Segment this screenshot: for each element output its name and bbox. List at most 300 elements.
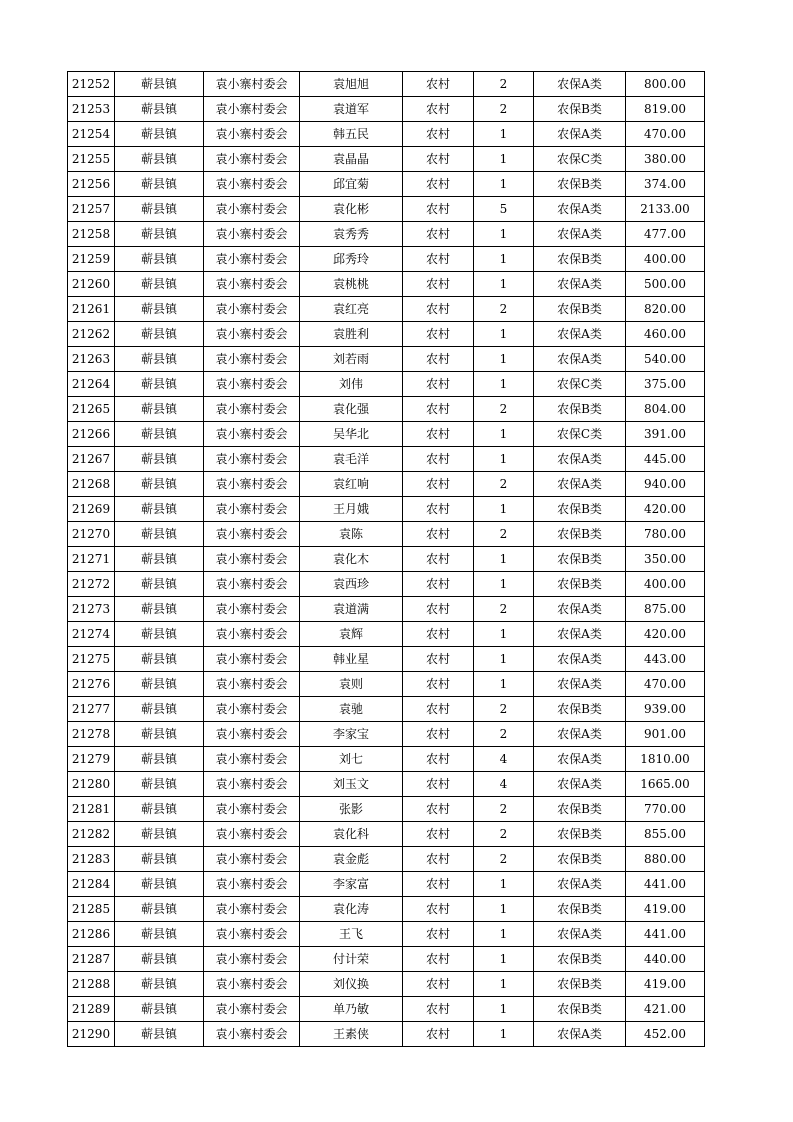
person-name-cell: 袁西珍 (300, 572, 403, 597)
table-row (68, 122, 705, 147)
household-count-cell: 2 (474, 822, 534, 847)
household-count-cell: 2 (474, 297, 534, 322)
town-cell: 蕲县镇 (115, 747, 204, 772)
village-committee-cell: 袁小寨村委会 (204, 622, 300, 647)
area-type-cell: 农村 (403, 522, 474, 547)
person-name-cell: 袁化涛 (300, 897, 403, 922)
person-name-cell: 王月娥 (300, 497, 403, 522)
table-row (68, 72, 705, 97)
row-id-cell: 21277 (68, 697, 115, 722)
row-id-cell: 21261 (68, 297, 115, 322)
household-count-cell: 2 (474, 697, 534, 722)
amount-cell: 441.00 (626, 922, 705, 947)
village-committee-cell: 袁小寨村委会 (204, 822, 300, 847)
area-type-cell: 农村 (403, 847, 474, 872)
insurance-category-cell: 农保A类 (534, 72, 626, 97)
table-row (68, 997, 705, 1022)
row-id-cell: 21252 (68, 72, 115, 97)
village-committee-cell: 袁小寨村委会 (204, 497, 300, 522)
row-id-cell: 21279 (68, 747, 115, 772)
amount-cell: 770.00 (626, 797, 705, 822)
person-name-cell: 袁辉 (300, 622, 403, 647)
village-committee-cell: 袁小寨村委会 (204, 572, 300, 597)
amount-cell: 940.00 (626, 472, 705, 497)
town-cell: 蕲县镇 (115, 447, 204, 472)
row-id-cell: 21284 (68, 872, 115, 897)
area-type-cell: 农村 (403, 772, 474, 797)
table-row (68, 347, 705, 372)
village-committee-cell: 袁小寨村委会 (204, 997, 300, 1022)
village-committee-cell: 袁小寨村委会 (204, 872, 300, 897)
table-row (68, 97, 705, 122)
area-type-cell: 农村 (403, 622, 474, 647)
row-id-cell: 21263 (68, 347, 115, 372)
household-count-cell: 1 (474, 222, 534, 247)
row-id-cell: 21280 (68, 772, 115, 797)
insurance-category-cell: 农保A类 (534, 347, 626, 372)
area-type-cell: 农村 (403, 747, 474, 772)
town-cell: 蕲县镇 (115, 197, 204, 222)
town-cell: 蕲县镇 (115, 297, 204, 322)
person-name-cell: 韩五民 (300, 122, 403, 147)
table-row (68, 322, 705, 347)
row-id-cell: 21275 (68, 647, 115, 672)
town-cell: 蕲县镇 (115, 372, 204, 397)
area-type-cell: 农村 (403, 447, 474, 472)
household-count-cell: 1 (474, 272, 534, 297)
person-name-cell: 韩业星 (300, 647, 403, 672)
row-id-cell: 21267 (68, 447, 115, 472)
row-id-cell: 21272 (68, 572, 115, 597)
table-row (68, 397, 705, 422)
amount-cell: 855.00 (626, 822, 705, 847)
person-name-cell: 袁道满 (300, 597, 403, 622)
table-row (68, 572, 705, 597)
amount-cell: 800.00 (626, 72, 705, 97)
household-count-cell: 1 (474, 622, 534, 647)
person-name-cell: 袁红响 (300, 472, 403, 497)
insurance-category-cell: 农保A类 (534, 322, 626, 347)
table-row (68, 147, 705, 172)
table-row (68, 972, 705, 997)
insurance-category-cell: 农保B类 (534, 822, 626, 847)
amount-cell: 477.00 (626, 222, 705, 247)
row-id-cell: 21254 (68, 122, 115, 147)
amount-cell: 419.00 (626, 897, 705, 922)
household-count-cell: 1 (474, 947, 534, 972)
village-committee-cell: 袁小寨村委会 (204, 947, 300, 972)
town-cell: 蕲县镇 (115, 947, 204, 972)
household-count-cell: 1 (474, 1022, 534, 1047)
household-count-cell: 1 (474, 322, 534, 347)
village-committee-cell: 袁小寨村委会 (204, 747, 300, 772)
area-type-cell: 农村 (403, 797, 474, 822)
town-cell: 蕲县镇 (115, 422, 204, 447)
household-count-cell: 2 (474, 797, 534, 822)
insurance-category-cell: 农保B类 (534, 172, 626, 197)
row-id-cell: 21276 (68, 672, 115, 697)
household-count-cell: 1 (474, 872, 534, 897)
row-id-cell: 21278 (68, 722, 115, 747)
table-row (68, 897, 705, 922)
area-type-cell: 农村 (403, 672, 474, 697)
amount-cell: 880.00 (626, 847, 705, 872)
table-row (68, 672, 705, 697)
area-type-cell: 农村 (403, 497, 474, 522)
town-cell: 蕲县镇 (115, 247, 204, 272)
person-name-cell: 袁红亮 (300, 297, 403, 322)
table-row (68, 422, 705, 447)
household-count-cell: 2 (474, 72, 534, 97)
village-committee-cell: 袁小寨村委会 (204, 147, 300, 172)
town-cell: 蕲县镇 (115, 847, 204, 872)
row-id-cell: 21270 (68, 522, 115, 547)
town-cell: 蕲县镇 (115, 772, 204, 797)
person-name-cell: 刘伟 (300, 372, 403, 397)
household-count-cell: 1 (474, 672, 534, 697)
town-cell: 蕲县镇 (115, 897, 204, 922)
person-name-cell: 刘若雨 (300, 347, 403, 372)
area-type-cell: 农村 (403, 197, 474, 222)
town-cell: 蕲县镇 (115, 722, 204, 747)
table-row (68, 172, 705, 197)
area-type-cell: 农村 (403, 322, 474, 347)
town-cell: 蕲县镇 (115, 172, 204, 197)
person-name-cell: 刘玉文 (300, 772, 403, 797)
household-count-cell: 1 (474, 547, 534, 572)
person-name-cell: 刘七 (300, 747, 403, 772)
village-committee-cell: 袁小寨村委会 (204, 322, 300, 347)
village-committee-cell: 袁小寨村委会 (204, 222, 300, 247)
insurance-category-cell: 农保A类 (534, 672, 626, 697)
amount-cell: 440.00 (626, 947, 705, 972)
town-cell: 蕲县镇 (115, 672, 204, 697)
table-row (68, 372, 705, 397)
village-committee-cell: 袁小寨村委会 (204, 797, 300, 822)
amount-cell: 380.00 (626, 147, 705, 172)
row-id-cell: 21290 (68, 1022, 115, 1047)
table-row (68, 547, 705, 572)
row-id-cell: 21264 (68, 372, 115, 397)
amount-cell: 460.00 (626, 322, 705, 347)
household-count-cell: 1 (474, 247, 534, 272)
area-type-cell: 农村 (403, 347, 474, 372)
insurance-category-cell: 农保A类 (534, 272, 626, 297)
table-row (68, 797, 705, 822)
table-row (68, 497, 705, 522)
area-type-cell: 农村 (403, 472, 474, 497)
household-count-cell: 2 (474, 522, 534, 547)
town-cell: 蕲县镇 (115, 1022, 204, 1047)
person-name-cell: 李家宝 (300, 722, 403, 747)
table-row (68, 872, 705, 897)
town-cell: 蕲县镇 (115, 922, 204, 947)
table-row (68, 222, 705, 247)
amount-cell: 2133.00 (626, 197, 705, 222)
amount-cell: 421.00 (626, 997, 705, 1022)
town-cell: 蕲县镇 (115, 72, 204, 97)
row-id-cell: 21258 (68, 222, 115, 247)
insurance-category-cell: 农保B类 (534, 972, 626, 997)
data-table (67, 71, 705, 1047)
insurance-category-cell: 农保A类 (534, 1022, 626, 1047)
amount-cell: 1665.00 (626, 772, 705, 797)
row-id-cell: 21268 (68, 472, 115, 497)
amount-cell: 470.00 (626, 122, 705, 147)
insurance-category-cell: 农保A类 (534, 597, 626, 622)
town-cell: 蕲县镇 (115, 997, 204, 1022)
area-type-cell: 农村 (403, 272, 474, 297)
insurance-category-cell: 农保B类 (534, 97, 626, 122)
amount-cell: 391.00 (626, 422, 705, 447)
table-row (68, 822, 705, 847)
household-count-cell: 1 (474, 997, 534, 1022)
town-cell: 蕲县镇 (115, 797, 204, 822)
row-id-cell: 21271 (68, 547, 115, 572)
area-type-cell: 农村 (403, 147, 474, 172)
household-count-cell: 2 (474, 397, 534, 422)
household-count-cell: 1 (474, 347, 534, 372)
amount-cell: 500.00 (626, 272, 705, 297)
area-type-cell: 农村 (403, 122, 474, 147)
row-id-cell: 21255 (68, 147, 115, 172)
row-id-cell: 21281 (68, 797, 115, 822)
insurance-category-cell: 农保C类 (534, 147, 626, 172)
insurance-category-cell: 农保A类 (534, 922, 626, 947)
household-count-cell: 1 (474, 122, 534, 147)
insurance-category-cell: 农保B类 (534, 522, 626, 547)
town-cell: 蕲县镇 (115, 822, 204, 847)
village-committee-cell: 袁小寨村委会 (204, 547, 300, 572)
village-committee-cell: 袁小寨村委会 (204, 447, 300, 472)
person-name-cell: 袁化强 (300, 397, 403, 422)
household-count-cell: 1 (474, 572, 534, 597)
area-type-cell: 农村 (403, 547, 474, 572)
person-name-cell: 邱宜菊 (300, 172, 403, 197)
insurance-category-cell: 农保B类 (534, 397, 626, 422)
area-type-cell: 农村 (403, 397, 474, 422)
village-committee-cell: 袁小寨村委会 (204, 847, 300, 872)
town-cell: 蕲县镇 (115, 972, 204, 997)
area-type-cell: 农村 (403, 872, 474, 897)
person-name-cell: 李家富 (300, 872, 403, 897)
row-id-cell: 21282 (68, 822, 115, 847)
person-name-cell: 袁胜利 (300, 322, 403, 347)
insurance-category-cell: 农保A类 (534, 222, 626, 247)
table-row (68, 272, 705, 297)
amount-cell: 452.00 (626, 1022, 705, 1047)
insurance-category-cell: 农保B类 (534, 697, 626, 722)
town-cell: 蕲县镇 (115, 547, 204, 572)
area-type-cell: 农村 (403, 1022, 474, 1047)
row-id-cell: 21273 (68, 597, 115, 622)
town-cell: 蕲县镇 (115, 497, 204, 522)
person-name-cell: 袁驰 (300, 697, 403, 722)
insurance-category-cell: 农保B类 (534, 297, 626, 322)
area-type-cell: 农村 (403, 947, 474, 972)
insurance-category-cell: 农保C类 (534, 372, 626, 397)
person-name-cell: 刘仪换 (300, 972, 403, 997)
person-name-cell: 王素侠 (300, 1022, 403, 1047)
village-committee-cell: 袁小寨村委会 (204, 897, 300, 922)
area-type-cell: 农村 (403, 697, 474, 722)
village-committee-cell: 袁小寨村委会 (204, 522, 300, 547)
insurance-category-cell: 农保A类 (534, 472, 626, 497)
table-row (68, 772, 705, 797)
area-type-cell: 农村 (403, 597, 474, 622)
area-type-cell: 农村 (403, 172, 474, 197)
household-count-cell: 5 (474, 197, 534, 222)
household-count-cell: 2 (474, 847, 534, 872)
table-row (68, 722, 705, 747)
area-type-cell: 农村 (403, 722, 474, 747)
town-cell: 蕲县镇 (115, 647, 204, 672)
town-cell: 蕲县镇 (115, 572, 204, 597)
person-name-cell: 袁化彬 (300, 197, 403, 222)
town-cell: 蕲县镇 (115, 622, 204, 647)
table-row (68, 297, 705, 322)
town-cell: 蕲县镇 (115, 222, 204, 247)
insurance-category-cell: 农保B类 (534, 497, 626, 522)
insurance-category-cell: 农保A类 (534, 772, 626, 797)
row-id-cell: 21289 (68, 997, 115, 1022)
person-name-cell: 袁陈 (300, 522, 403, 547)
amount-cell: 901.00 (626, 722, 705, 747)
village-committee-cell: 袁小寨村委会 (204, 597, 300, 622)
area-type-cell: 农村 (403, 97, 474, 122)
village-committee-cell: 袁小寨村委会 (204, 422, 300, 447)
amount-cell: 420.00 (626, 497, 705, 522)
village-committee-cell: 袁小寨村委会 (204, 472, 300, 497)
area-type-cell: 农村 (403, 72, 474, 97)
amount-cell: 939.00 (626, 697, 705, 722)
area-type-cell: 农村 (403, 422, 474, 447)
village-committee-cell: 袁小寨村委会 (204, 297, 300, 322)
town-cell: 蕲县镇 (115, 472, 204, 497)
table-row (68, 447, 705, 472)
person-name-cell: 王飞 (300, 922, 403, 947)
household-count-cell: 1 (474, 172, 534, 197)
insurance-category-cell: 农保B类 (534, 997, 626, 1022)
town-cell: 蕲县镇 (115, 122, 204, 147)
household-count-cell: 1 (474, 147, 534, 172)
table-row (68, 622, 705, 647)
row-id-cell: 21257 (68, 197, 115, 222)
area-type-cell: 农村 (403, 372, 474, 397)
insurance-category-cell: 农保C类 (534, 422, 626, 447)
town-cell: 蕲县镇 (115, 597, 204, 622)
village-committee-cell: 袁小寨村委会 (204, 697, 300, 722)
person-name-cell: 单乃敏 (300, 997, 403, 1022)
village-committee-cell: 袁小寨村委会 (204, 772, 300, 797)
table-row (68, 947, 705, 972)
insurance-category-cell: 农保A类 (534, 647, 626, 672)
row-id-cell: 21259 (68, 247, 115, 272)
area-type-cell: 农村 (403, 647, 474, 672)
village-committee-cell: 袁小寨村委会 (204, 72, 300, 97)
insurance-category-cell: 农保A类 (534, 747, 626, 772)
person-name-cell: 袁道军 (300, 97, 403, 122)
amount-cell: 804.00 (626, 397, 705, 422)
village-committee-cell: 袁小寨村委会 (204, 922, 300, 947)
amount-cell: 819.00 (626, 97, 705, 122)
town-cell: 蕲县镇 (115, 322, 204, 347)
person-name-cell: 袁则 (300, 672, 403, 697)
household-count-cell: 2 (474, 97, 534, 122)
village-committee-cell: 袁小寨村委会 (204, 97, 300, 122)
village-committee-cell: 袁小寨村委会 (204, 647, 300, 672)
area-type-cell: 农村 (403, 922, 474, 947)
amount-cell: 820.00 (626, 297, 705, 322)
row-id-cell: 21253 (68, 97, 115, 122)
row-id-cell: 21256 (68, 172, 115, 197)
village-committee-cell: 袁小寨村委会 (204, 247, 300, 272)
household-count-cell: 1 (474, 972, 534, 997)
amount-cell: 350.00 (626, 547, 705, 572)
area-type-cell: 农村 (403, 897, 474, 922)
person-name-cell: 袁毛洋 (300, 447, 403, 472)
amount-cell: 445.00 (626, 447, 705, 472)
person-name-cell: 吴华北 (300, 422, 403, 447)
amount-cell: 441.00 (626, 872, 705, 897)
row-id-cell: 21269 (68, 497, 115, 522)
amount-cell: 875.00 (626, 597, 705, 622)
person-name-cell: 袁桃桃 (300, 272, 403, 297)
table-row (68, 472, 705, 497)
person-name-cell: 袁化科 (300, 822, 403, 847)
village-committee-cell: 袁小寨村委会 (204, 372, 300, 397)
town-cell: 蕲县镇 (115, 872, 204, 897)
town-cell: 蕲县镇 (115, 397, 204, 422)
town-cell: 蕲县镇 (115, 97, 204, 122)
village-committee-cell: 袁小寨村委会 (204, 397, 300, 422)
village-committee-cell: 袁小寨村委会 (204, 347, 300, 372)
table-row (68, 647, 705, 672)
table-row (68, 522, 705, 547)
amount-cell: 400.00 (626, 572, 705, 597)
amount-cell: 780.00 (626, 522, 705, 547)
village-committee-cell: 袁小寨村委会 (204, 672, 300, 697)
insurance-category-cell: 农保B类 (534, 847, 626, 872)
row-id-cell: 21266 (68, 422, 115, 447)
row-id-cell: 21288 (68, 972, 115, 997)
household-count-cell: 1 (474, 922, 534, 947)
row-id-cell: 21285 (68, 897, 115, 922)
insurance-category-cell: 农保B类 (534, 897, 626, 922)
household-count-cell: 1 (474, 497, 534, 522)
amount-cell: 470.00 (626, 672, 705, 697)
village-committee-cell: 袁小寨村委会 (204, 172, 300, 197)
village-committee-cell: 袁小寨村委会 (204, 197, 300, 222)
insurance-category-cell: 农保B类 (534, 247, 626, 272)
household-count-cell: 4 (474, 772, 534, 797)
town-cell: 蕲县镇 (115, 522, 204, 547)
household-count-cell: 1 (474, 897, 534, 922)
area-type-cell: 农村 (403, 822, 474, 847)
insurance-category-cell: 农保B类 (534, 572, 626, 597)
household-count-cell: 1 (474, 647, 534, 672)
town-cell: 蕲县镇 (115, 147, 204, 172)
insurance-category-cell: 农保B类 (534, 797, 626, 822)
person-name-cell: 袁秀秀 (300, 222, 403, 247)
town-cell: 蕲县镇 (115, 272, 204, 297)
town-cell: 蕲县镇 (115, 347, 204, 372)
amount-cell: 374.00 (626, 172, 705, 197)
amount-cell: 420.00 (626, 622, 705, 647)
village-committee-cell: 袁小寨村委会 (204, 972, 300, 997)
insurance-category-cell: 农保A类 (534, 447, 626, 472)
person-name-cell: 袁化木 (300, 547, 403, 572)
